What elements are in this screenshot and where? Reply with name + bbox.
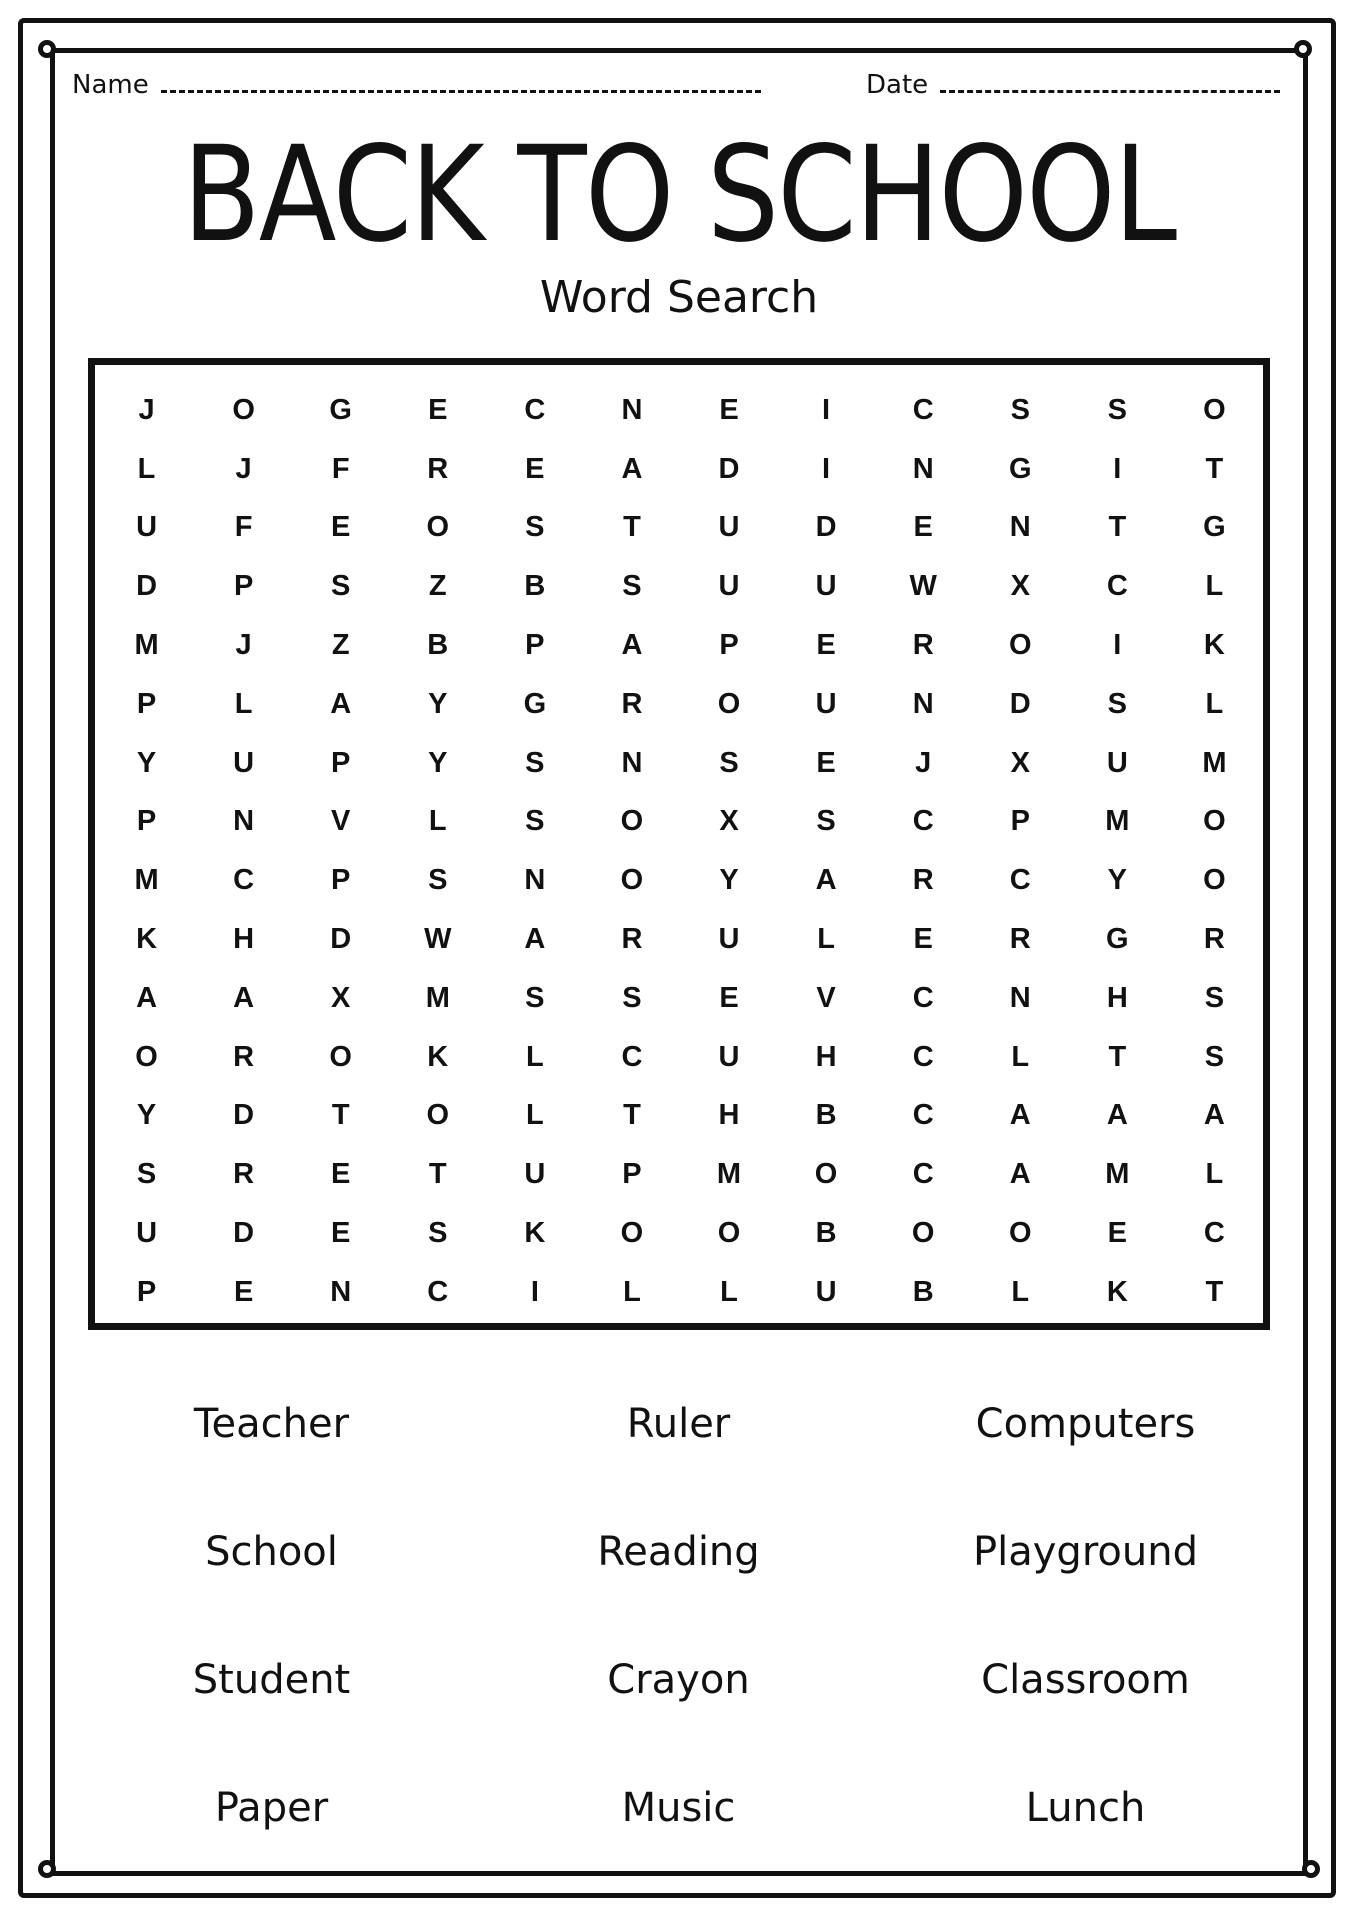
grid-letter[interactable]: C — [912, 805, 934, 838]
grid-letter[interactable]: T — [1205, 452, 1224, 485]
word-list-row — [68, 1360, 1290, 1488]
grid-letter[interactable]: C — [912, 393, 934, 426]
grid-letter[interactable]: Y — [1107, 864, 1127, 897]
grid-letter[interactable]: L — [525, 1040, 544, 1073]
grid-row — [95, 499, 1263, 558]
grid-letter[interactable]: X — [331, 981, 351, 1014]
grid-letter[interactable]: J — [235, 629, 252, 662]
name-blank[interactable] — [161, 72, 761, 93]
grid-letter[interactable]: S — [816, 805, 836, 838]
grid-letter[interactable]: O — [1008, 629, 1032, 662]
grid-letter[interactable]: Y — [136, 1099, 157, 1132]
word-list — [68, 1360, 1290, 1872]
grid-letter[interactable]: P — [136, 687, 157, 720]
grid-row — [95, 381, 1263, 440]
grid-letter[interactable]: A — [1203, 1099, 1225, 1132]
grid-letter[interactable]: C — [912, 981, 934, 1014]
grid-letter[interactable]: O — [1203, 805, 1226, 838]
grid-letter[interactable]: C — [1106, 570, 1128, 603]
grid-letter[interactable]: R — [912, 864, 934, 897]
grid-letter[interactable]: O — [1203, 393, 1226, 426]
grid-row — [95, 1204, 1263, 1263]
grid-letter[interactable]: L — [1011, 1275, 1030, 1308]
grid-letter[interactable]: P — [331, 864, 351, 897]
word-list-item: Playground — [973, 1529, 1198, 1575]
grid-letter[interactable]: C — [912, 1040, 934, 1073]
grid-letter[interactable]: S — [525, 981, 545, 1014]
grid-letter[interactable]: C — [912, 1158, 934, 1191]
grid-letter[interactable]: E — [331, 1217, 351, 1250]
grid-row — [95, 440, 1263, 499]
grid-letter[interactable]: L — [525, 1099, 544, 1132]
grid-letter[interactable]: I — [1113, 452, 1122, 485]
grid-row — [95, 793, 1263, 852]
grid-letter[interactable]: E — [331, 511, 351, 544]
grid-letter[interactable]: O — [426, 511, 450, 544]
corner-ring-top-right — [1294, 40, 1312, 58]
grid-row — [95, 557, 1263, 616]
grid-letter[interactable]: S — [1204, 981, 1225, 1014]
grid-letter[interactable]: U — [815, 687, 837, 720]
grid-letter[interactable]: U — [233, 746, 255, 779]
grid-letter[interactable]: F — [331, 452, 350, 485]
grid-letter[interactable]: L — [1205, 1158, 1224, 1191]
grid-letter[interactable]: R — [233, 1158, 255, 1191]
grid-letter[interactable]: N — [912, 687, 934, 720]
grid-letter[interactable]: D — [233, 1217, 255, 1250]
grid-letter[interactable]: E — [233, 1275, 254, 1308]
grid-letter[interactable]: U — [815, 570, 837, 603]
word-list-row — [68, 1488, 1290, 1616]
corner-ring-bottom-right — [1302, 1860, 1320, 1878]
word-list-item: Music — [621, 1785, 736, 1831]
grid-letter[interactable]: T — [1108, 511, 1127, 544]
grid-letter[interactable]: E — [719, 393, 739, 426]
grid-row — [95, 1087, 1263, 1146]
grid-letter[interactable]: K — [1203, 629, 1225, 662]
grid-letter[interactable]: M — [134, 864, 159, 897]
grid-letter[interactable]: I — [530, 1275, 539, 1308]
grid-letter[interactable]: V — [816, 981, 836, 1014]
grid-letter[interactable]: O — [717, 1217, 741, 1250]
grid-letter[interactable]: U — [815, 1275, 837, 1308]
grid-letter[interactable]: D — [1009, 687, 1031, 720]
grid-letter[interactable]: O — [1008, 1217, 1032, 1250]
grid-letter[interactable]: U — [718, 511, 740, 544]
grid-letter[interactable]: M — [1202, 746, 1227, 779]
grid-letter[interactable]: L — [234, 687, 253, 720]
grid-letter[interactable]: G — [1203, 511, 1226, 544]
grid-letter[interactable]: L — [428, 805, 447, 838]
grid-letter[interactable]: P — [525, 629, 545, 662]
grid-letter[interactable]: B — [912, 1275, 934, 1308]
grid-letter[interactable]: D — [233, 1099, 255, 1132]
grid-row — [95, 851, 1263, 910]
grid-letter[interactable]: U — [136, 511, 158, 544]
grid-letter[interactable]: S — [1010, 393, 1030, 426]
grid-letter[interactable]: C — [1009, 864, 1031, 897]
word-search-grid — [88, 358, 1270, 1330]
grid-letter[interactable]: R — [1009, 923, 1031, 956]
grid-letter[interactable]: E — [331, 1158, 351, 1191]
grid-letter[interactable]: Z — [331, 629, 350, 662]
grid-letter[interactable]: H — [233, 923, 255, 956]
grid-letter[interactable]: S — [719, 746, 739, 779]
grid-letter[interactable]: S — [1204, 1040, 1225, 1073]
grid-letter[interactable]: R — [1203, 923, 1225, 956]
grid-letter[interactable]: A — [815, 864, 837, 897]
grid-letter[interactable]: S — [331, 570, 351, 603]
word-list-item: Computers — [975, 1401, 1196, 1447]
grid-letter[interactable]: U — [718, 570, 740, 603]
grid-row — [95, 734, 1263, 793]
letter-grid — [95, 381, 1263, 1322]
grid-letter[interactable]: B — [815, 1217, 837, 1250]
grid-letter[interactable]: Z — [428, 570, 447, 603]
grid-letter[interactable]: S — [525, 746, 545, 779]
grid-letter[interactable]: P — [233, 570, 254, 603]
grid-letter[interactable]: S — [525, 805, 545, 838]
grid-letter[interactable]: O — [232, 393, 255, 426]
grid-letter[interactable]: Y — [136, 746, 157, 779]
grid-letter[interactable]: B — [427, 629, 449, 662]
grid-letter[interactable]: S — [428, 1217, 448, 1250]
grid-letter[interactable]: G — [329, 393, 352, 426]
grid-letter[interactable]: A — [524, 923, 546, 956]
grid-letter[interactable]: S — [428, 864, 448, 897]
word-list-row — [68, 1744, 1290, 1872]
word-list-item: Classroom — [981, 1657, 1190, 1703]
grid-letter[interactable]: T — [331, 1099, 350, 1132]
grid-letter[interactable]: E — [816, 746, 836, 779]
grid-letter[interactable]: D — [718, 452, 740, 485]
grid-letter[interactable]: E — [428, 393, 448, 426]
grid-letter[interactable]: C — [1203, 1217, 1225, 1250]
grid-letter[interactable]: S — [622, 570, 642, 603]
grid-letter[interactable]: A — [1009, 1099, 1031, 1132]
grid-letter[interactable]: T — [1205, 1275, 1224, 1308]
grid-row — [95, 969, 1263, 1028]
grid-row — [95, 1263, 1263, 1322]
grid-letter[interactable]: G — [1008, 452, 1032, 485]
grid-letter[interactable]: R — [621, 923, 643, 956]
grid-letter[interactable]: H — [718, 1099, 740, 1132]
grid-letter[interactable]: M — [425, 981, 450, 1014]
grid-letter[interactable]: U — [1106, 746, 1128, 779]
page-subtitle: Word Search — [539, 272, 819, 323]
grid-letter[interactable]: W — [424, 923, 452, 956]
grid-letter[interactable]: A — [1009, 1158, 1031, 1191]
grid-letter[interactable]: O — [426, 1099, 450, 1132]
grid-letter[interactable]: N — [912, 452, 934, 485]
grid-letter[interactable]: I — [1113, 629, 1122, 662]
grid-letter[interactable]: A — [136, 981, 158, 1014]
grid-letter[interactable]: D — [815, 511, 837, 544]
grid-letter[interactable]: Y — [428, 746, 448, 779]
grid-letter[interactable]: S — [136, 1158, 157, 1191]
grid-letter[interactable]: U — [136, 1217, 158, 1250]
name-label: Name — [72, 70, 149, 100]
grid-letter[interactable]: D — [136, 570, 158, 603]
grid-letter[interactable]: L — [137, 452, 156, 485]
grid-letter[interactable]: L — [1205, 687, 1224, 720]
grid-letter[interactable]: E — [913, 923, 933, 956]
grid-letter[interactable]: S — [525, 511, 545, 544]
grid-letter[interactable]: T — [623, 511, 641, 544]
grid-letter[interactable]: C — [524, 393, 546, 426]
grid-row — [95, 1145, 1263, 1204]
grid-letter[interactable]: M — [716, 1158, 742, 1191]
grid-letter[interactable]: N — [1009, 981, 1031, 1014]
grid-letter[interactable]: H — [1106, 981, 1128, 1014]
grid-row — [95, 616, 1263, 675]
word-list-item: Ruler — [626, 1401, 731, 1447]
grid-row — [95, 910, 1263, 969]
grid-letter[interactable]: O — [620, 864, 644, 897]
grid-letter[interactable]: L — [623, 1275, 641, 1308]
grid-letter[interactable]: O — [329, 1040, 352, 1073]
grid-letter[interactable]: M — [1105, 1158, 1130, 1191]
grid-letter[interactable]: O — [1203, 864, 1226, 897]
grid-letter[interactable]: O — [620, 805, 644, 838]
grid-letter[interactable]: K — [136, 923, 158, 956]
word-list-item: Crayon — [607, 1657, 750, 1703]
grid-letter[interactable]: D — [330, 923, 352, 956]
corner-ring-top-left — [38, 40, 56, 58]
grid-letter[interactable]: P — [136, 805, 157, 838]
grid-letter[interactable]: R — [427, 452, 449, 485]
grid-letter[interactable]: H — [815, 1040, 837, 1073]
grid-letter[interactable]: F — [234, 511, 253, 544]
word-list-item: Lunch — [1025, 1785, 1146, 1831]
grid-letter[interactable]: N — [621, 393, 643, 426]
grid-letter[interactable]: N — [1009, 511, 1031, 544]
grid-letter[interactable]: O — [717, 687, 741, 720]
grid-letter[interactable]: W — [909, 570, 937, 603]
word-list-item: School — [205, 1529, 338, 1575]
grid-letter[interactable]: X — [719, 805, 739, 838]
grid-letter[interactable]: A — [1106, 1099, 1128, 1132]
grid-letter[interactable]: N — [233, 805, 255, 838]
grid-letter[interactable]: T — [623, 1099, 641, 1132]
grid-letter[interactable]: E — [525, 452, 545, 485]
grid-letter[interactable]: G — [1106, 923, 1129, 956]
grid-letter[interactable]: P — [719, 629, 739, 662]
grid-letter[interactable]: O — [135, 1040, 158, 1073]
grid-letter[interactable]: T — [428, 1158, 447, 1191]
grid-letter[interactable]: N — [621, 746, 643, 779]
date-blank[interactable] — [940, 72, 1280, 93]
grid-letter[interactable]: O — [814, 1158, 838, 1191]
date-line[interactable] — [866, 70, 1280, 100]
grid-letter[interactable]: E — [719, 981, 739, 1014]
grid-letter[interactable]: U — [718, 923, 740, 956]
grid-letter[interactable]: P — [622, 1158, 642, 1191]
grid-letter[interactable]: P — [136, 1275, 157, 1308]
grid-letter[interactable]: L — [1011, 1040, 1030, 1073]
grid-letter[interactable]: I — [822, 393, 831, 426]
grid-letter[interactable]: J — [915, 746, 932, 779]
word-list-item: Student — [192, 1657, 351, 1703]
grid-letter[interactable]: E — [1107, 1217, 1127, 1250]
grid-letter[interactable]: C — [912, 1099, 934, 1132]
grid-letter[interactable]: J — [235, 452, 252, 485]
grid-letter[interactable]: R — [233, 1040, 255, 1073]
grid-letter[interactable]: S — [1107, 393, 1127, 426]
grid-letter[interactable]: V — [331, 805, 351, 838]
grid-letter[interactable]: A — [621, 629, 643, 662]
grid-letter[interactable]: O — [911, 1217, 935, 1250]
word-list-row — [68, 1616, 1290, 1744]
grid-letter[interactable]: O — [620, 1217, 644, 1250]
grid-letter[interactable]: S — [1107, 687, 1127, 720]
grid-row — [95, 675, 1263, 734]
grid-letter[interactable]: K — [524, 1217, 546, 1250]
grid-letter[interactable]: K — [1106, 1275, 1128, 1308]
date-label: Date — [866, 70, 929, 100]
grid-letter[interactable]: L — [817, 923, 835, 956]
grid-letter[interactable]: C — [233, 864, 255, 897]
grid-letter[interactable]: N — [330, 1275, 352, 1308]
grid-letter[interactable]: M — [1105, 805, 1130, 838]
grid-letter[interactable]: A — [233, 981, 255, 1014]
grid-letter[interactable]: C — [621, 1040, 643, 1073]
grid-letter[interactable]: A — [621, 452, 643, 485]
grid-letter[interactable]: Y — [719, 864, 739, 897]
grid-letter[interactable]: U — [718, 1040, 740, 1073]
grid-letter[interactable]: Y — [428, 687, 448, 720]
grid-letter[interactable]: C — [427, 1275, 449, 1308]
grid-letter[interactable]: R — [621, 687, 643, 720]
grid-letter[interactable]: R — [912, 629, 934, 662]
grid-letter[interactable]: B — [815, 1099, 837, 1132]
grid-letter[interactable]: E — [913, 511, 933, 544]
grid-letter[interactable]: K — [427, 1040, 449, 1073]
grid-row — [95, 1028, 1263, 1087]
grid-letter[interactable]: I — [822, 452, 831, 485]
grid-letter[interactable]: P — [1010, 805, 1030, 838]
name-line[interactable] — [72, 70, 761, 100]
grid-letter[interactable]: E — [816, 629, 836, 662]
grid-letter[interactable]: G — [523, 687, 547, 720]
word-list-item: Teacher — [193, 1401, 350, 1447]
grid-letter[interactable]: U — [524, 1158, 546, 1191]
grid-letter[interactable]: P — [331, 746, 351, 779]
grid-letter[interactable]: A — [330, 687, 352, 720]
grid-letter[interactable]: S — [622, 981, 642, 1014]
grid-letter[interactable]: X — [1010, 570, 1030, 603]
word-list-item: Paper — [214, 1785, 329, 1831]
grid-letter[interactable]: B — [524, 570, 546, 603]
word-list-item: Reading — [597, 1529, 760, 1575]
grid-letter[interactable]: L — [1205, 570, 1224, 603]
grid-letter[interactable]: L — [720, 1275, 738, 1308]
grid-letter[interactable]: M — [134, 629, 159, 662]
page-title: BACK TO SCHOOL — [182, 118, 1176, 272]
grid-letter[interactable]: J — [138, 393, 155, 426]
grid-letter[interactable]: X — [1010, 746, 1030, 779]
grid-letter[interactable]: N — [524, 864, 546, 897]
corner-ring-bottom-left — [38, 1860, 56, 1878]
grid-letter[interactable]: T — [1108, 1040, 1127, 1073]
